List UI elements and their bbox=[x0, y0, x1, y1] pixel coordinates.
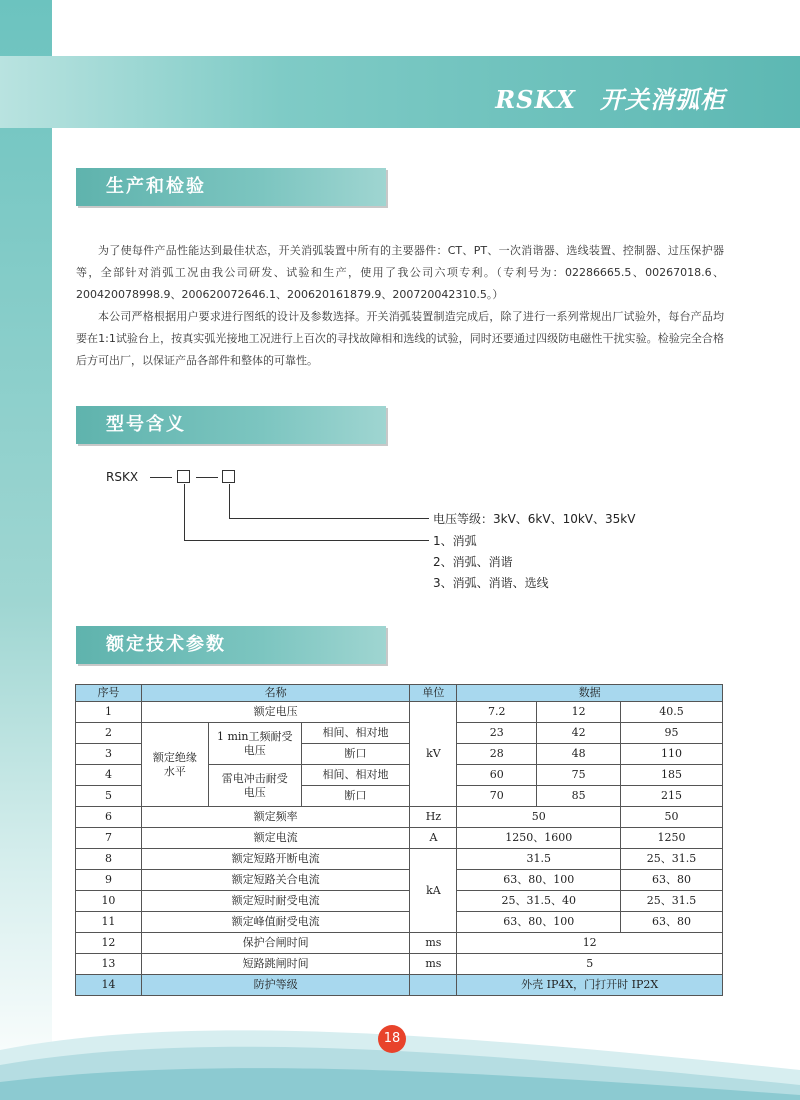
dash-1 bbox=[150, 477, 172, 478]
cell-data: 63、80 bbox=[621, 912, 723, 933]
cell-data: 1250 bbox=[621, 828, 723, 849]
cell-data: 42 bbox=[537, 723, 621, 744]
cell-data: 185 bbox=[621, 765, 723, 786]
cell-no: 2 bbox=[76, 723, 142, 744]
left-decor-band bbox=[0, 0, 52, 1093]
cell-unit: kA bbox=[410, 849, 457, 933]
cell-no: 6 bbox=[76, 807, 142, 828]
top-white-area bbox=[52, 0, 800, 56]
cell-data: 50 bbox=[457, 807, 621, 828]
table-row bbox=[76, 828, 723, 849]
cell-data: 60 bbox=[457, 765, 537, 786]
dash-2 bbox=[196, 477, 218, 478]
table-row bbox=[76, 870, 723, 891]
cell-data: 25、31.5、40 bbox=[457, 891, 621, 912]
cell-unit: Hz bbox=[410, 807, 457, 828]
table-row bbox=[76, 807, 723, 828]
model-box-1 bbox=[177, 470, 190, 483]
cell-data: 48 bbox=[537, 744, 621, 765]
section-model: 型号含义 bbox=[76, 406, 386, 444]
header-unit: 单位 bbox=[410, 685, 457, 702]
production-paragraph-1: 为了使每件产品性能达到最佳状态，开关消弧装置中所有的主要器件：CT、PT、一次消谐器、选线装置、控制器、过压保护器等，全部针对消弧工况由我公司研发、试验和生产，使用了我公司六项专利。（专利号为：02286665.5、00267018.6、200420078998.9、200620072646.1、200620161879.9、200720042310.5。） bbox=[76, 244, 724, 301]
header-data: 数据 bbox=[457, 685, 723, 702]
cell-data: 63、80、100 bbox=[457, 912, 621, 933]
cell-group-label: 额定绝缘水平 bbox=[141, 723, 208, 807]
production-text bbox=[76, 240, 724, 372]
cell-no: 5 bbox=[76, 786, 142, 807]
cell-data: 63、80 bbox=[621, 870, 723, 891]
table-header-row bbox=[76, 685, 723, 702]
cell-no: 13 bbox=[76, 954, 142, 975]
cell-name: 保护合闸时间 bbox=[141, 933, 410, 954]
cell-unit: ms bbox=[410, 933, 457, 954]
cell-unit: kV bbox=[410, 702, 457, 807]
header-no: 序号 bbox=[76, 685, 142, 702]
cell-data: 31.5 bbox=[457, 849, 621, 870]
header-title bbox=[495, 80, 725, 115]
cell-name: 额定电流 bbox=[141, 828, 410, 849]
cell-power-freq: 1 min工频耐受电压 bbox=[208, 723, 301, 765]
cell-no: 8 bbox=[76, 849, 142, 870]
cell-unit bbox=[410, 975, 457, 996]
page-number-badge: 18 bbox=[378, 1025, 406, 1053]
cell-data: 70 bbox=[457, 786, 537, 807]
cell-no: 12 bbox=[76, 933, 142, 954]
cell-data: 40.5 bbox=[621, 702, 723, 723]
cell-data: 215 bbox=[621, 786, 723, 807]
cell-data: 23 bbox=[457, 723, 537, 744]
table-row bbox=[76, 891, 723, 912]
cell-no: 9 bbox=[76, 870, 142, 891]
cell-name: 额定短时耐受电流 bbox=[141, 891, 410, 912]
section-tech: 额定技术参数 bbox=[76, 626, 386, 664]
cell-name: 额定短路开断电流 bbox=[141, 849, 410, 870]
cell-name: 额定峰值耐受电流 bbox=[141, 912, 410, 933]
cell-data: 5 bbox=[457, 954, 723, 975]
model-prefix: RSKX bbox=[106, 470, 139, 484]
bottom-wave-decor bbox=[0, 1010, 800, 1100]
model-box-2 bbox=[222, 470, 235, 483]
cell-unit: ms bbox=[410, 954, 457, 975]
cell-no: 4 bbox=[76, 765, 142, 786]
cell-data: 63、80、100 bbox=[457, 870, 621, 891]
model-voltage: 电压等级：3kV、6kV、10kV、35kV bbox=[433, 512, 636, 526]
cell-data: 25、31.5 bbox=[621, 849, 723, 870]
cell-data: 1250、1600 bbox=[457, 828, 621, 849]
table-row bbox=[76, 723, 723, 744]
line-h1 bbox=[184, 540, 429, 541]
table-row bbox=[76, 912, 723, 933]
model-option-1: 1、消弧 bbox=[433, 534, 477, 548]
cell-data: 110 bbox=[621, 744, 723, 765]
cell-no: 7 bbox=[76, 828, 142, 849]
cell-name: 额定短路关合电流 bbox=[141, 870, 410, 891]
line-v2 bbox=[229, 484, 230, 518]
header-name: 开关消弧柜 bbox=[600, 85, 725, 114]
cell-break: 断口 bbox=[301, 744, 410, 765]
cell-impulse: 雷电冲击耐受电压 bbox=[208, 765, 301, 807]
cell-data: 95 bbox=[621, 723, 723, 744]
table-row bbox=[76, 849, 723, 870]
cell-no: 10 bbox=[76, 891, 142, 912]
cell-data: 50 bbox=[621, 807, 723, 828]
cell-data: 25、31.5 bbox=[621, 891, 723, 912]
header-code: RSKX bbox=[495, 85, 576, 114]
cell-phase-ground: 相间、相对地 bbox=[301, 723, 410, 744]
model-option-3: 3、消弧、消谐、选线 bbox=[433, 576, 549, 590]
cell-name: 额定频率 bbox=[141, 807, 410, 828]
cell-data: 12 bbox=[537, 702, 621, 723]
cell-data: 28 bbox=[457, 744, 537, 765]
cell-data: 85 bbox=[537, 786, 621, 807]
cell-no: 14 bbox=[76, 975, 142, 996]
cell-name: 防护等级 bbox=[141, 975, 410, 996]
cell-data: 7.2 bbox=[457, 702, 537, 723]
cell-data: 75 bbox=[537, 765, 621, 786]
cell-phase-ground: 相间、相对地 bbox=[301, 765, 410, 786]
spec-table bbox=[75, 684, 723, 996]
cell-data: 12 bbox=[457, 933, 723, 954]
header-name: 名称 bbox=[141, 685, 410, 702]
cell-no: 11 bbox=[76, 912, 142, 933]
line-v1 bbox=[184, 484, 185, 540]
table-row bbox=[76, 975, 723, 996]
cell-name: 额定电压 bbox=[141, 702, 410, 723]
cell-break: 断口 bbox=[301, 786, 410, 807]
table-row bbox=[76, 702, 723, 723]
model-option-2: 2、消弧、消谐 bbox=[433, 555, 513, 569]
cell-no: 3 bbox=[76, 744, 142, 765]
cell-data: 外壳 IP4X，门打开时 IP2X bbox=[457, 975, 723, 996]
table-row bbox=[76, 954, 723, 975]
production-paragraph-2: 本公司严格根据用户要求进行图纸的设计及参数选择。开关消弧装置制造完成后，除了进行一系列常规出厂试验外，每台产品均要在1:1试验台上，按真实弧光接地工况进行上百次的寻找故障相和选线的试验，同时还要通过四级防电磁性干扰实验。检验完全合格后方可出厂，以保证产品各部件和整体的可靠性。 bbox=[76, 310, 724, 367]
line-h2 bbox=[229, 518, 429, 519]
cell-unit: A bbox=[410, 828, 457, 849]
cell-no: 1 bbox=[76, 702, 142, 723]
table-row bbox=[76, 933, 723, 954]
section-production: 生产和检验 bbox=[76, 168, 386, 206]
cell-name: 短路跳闸时间 bbox=[141, 954, 410, 975]
